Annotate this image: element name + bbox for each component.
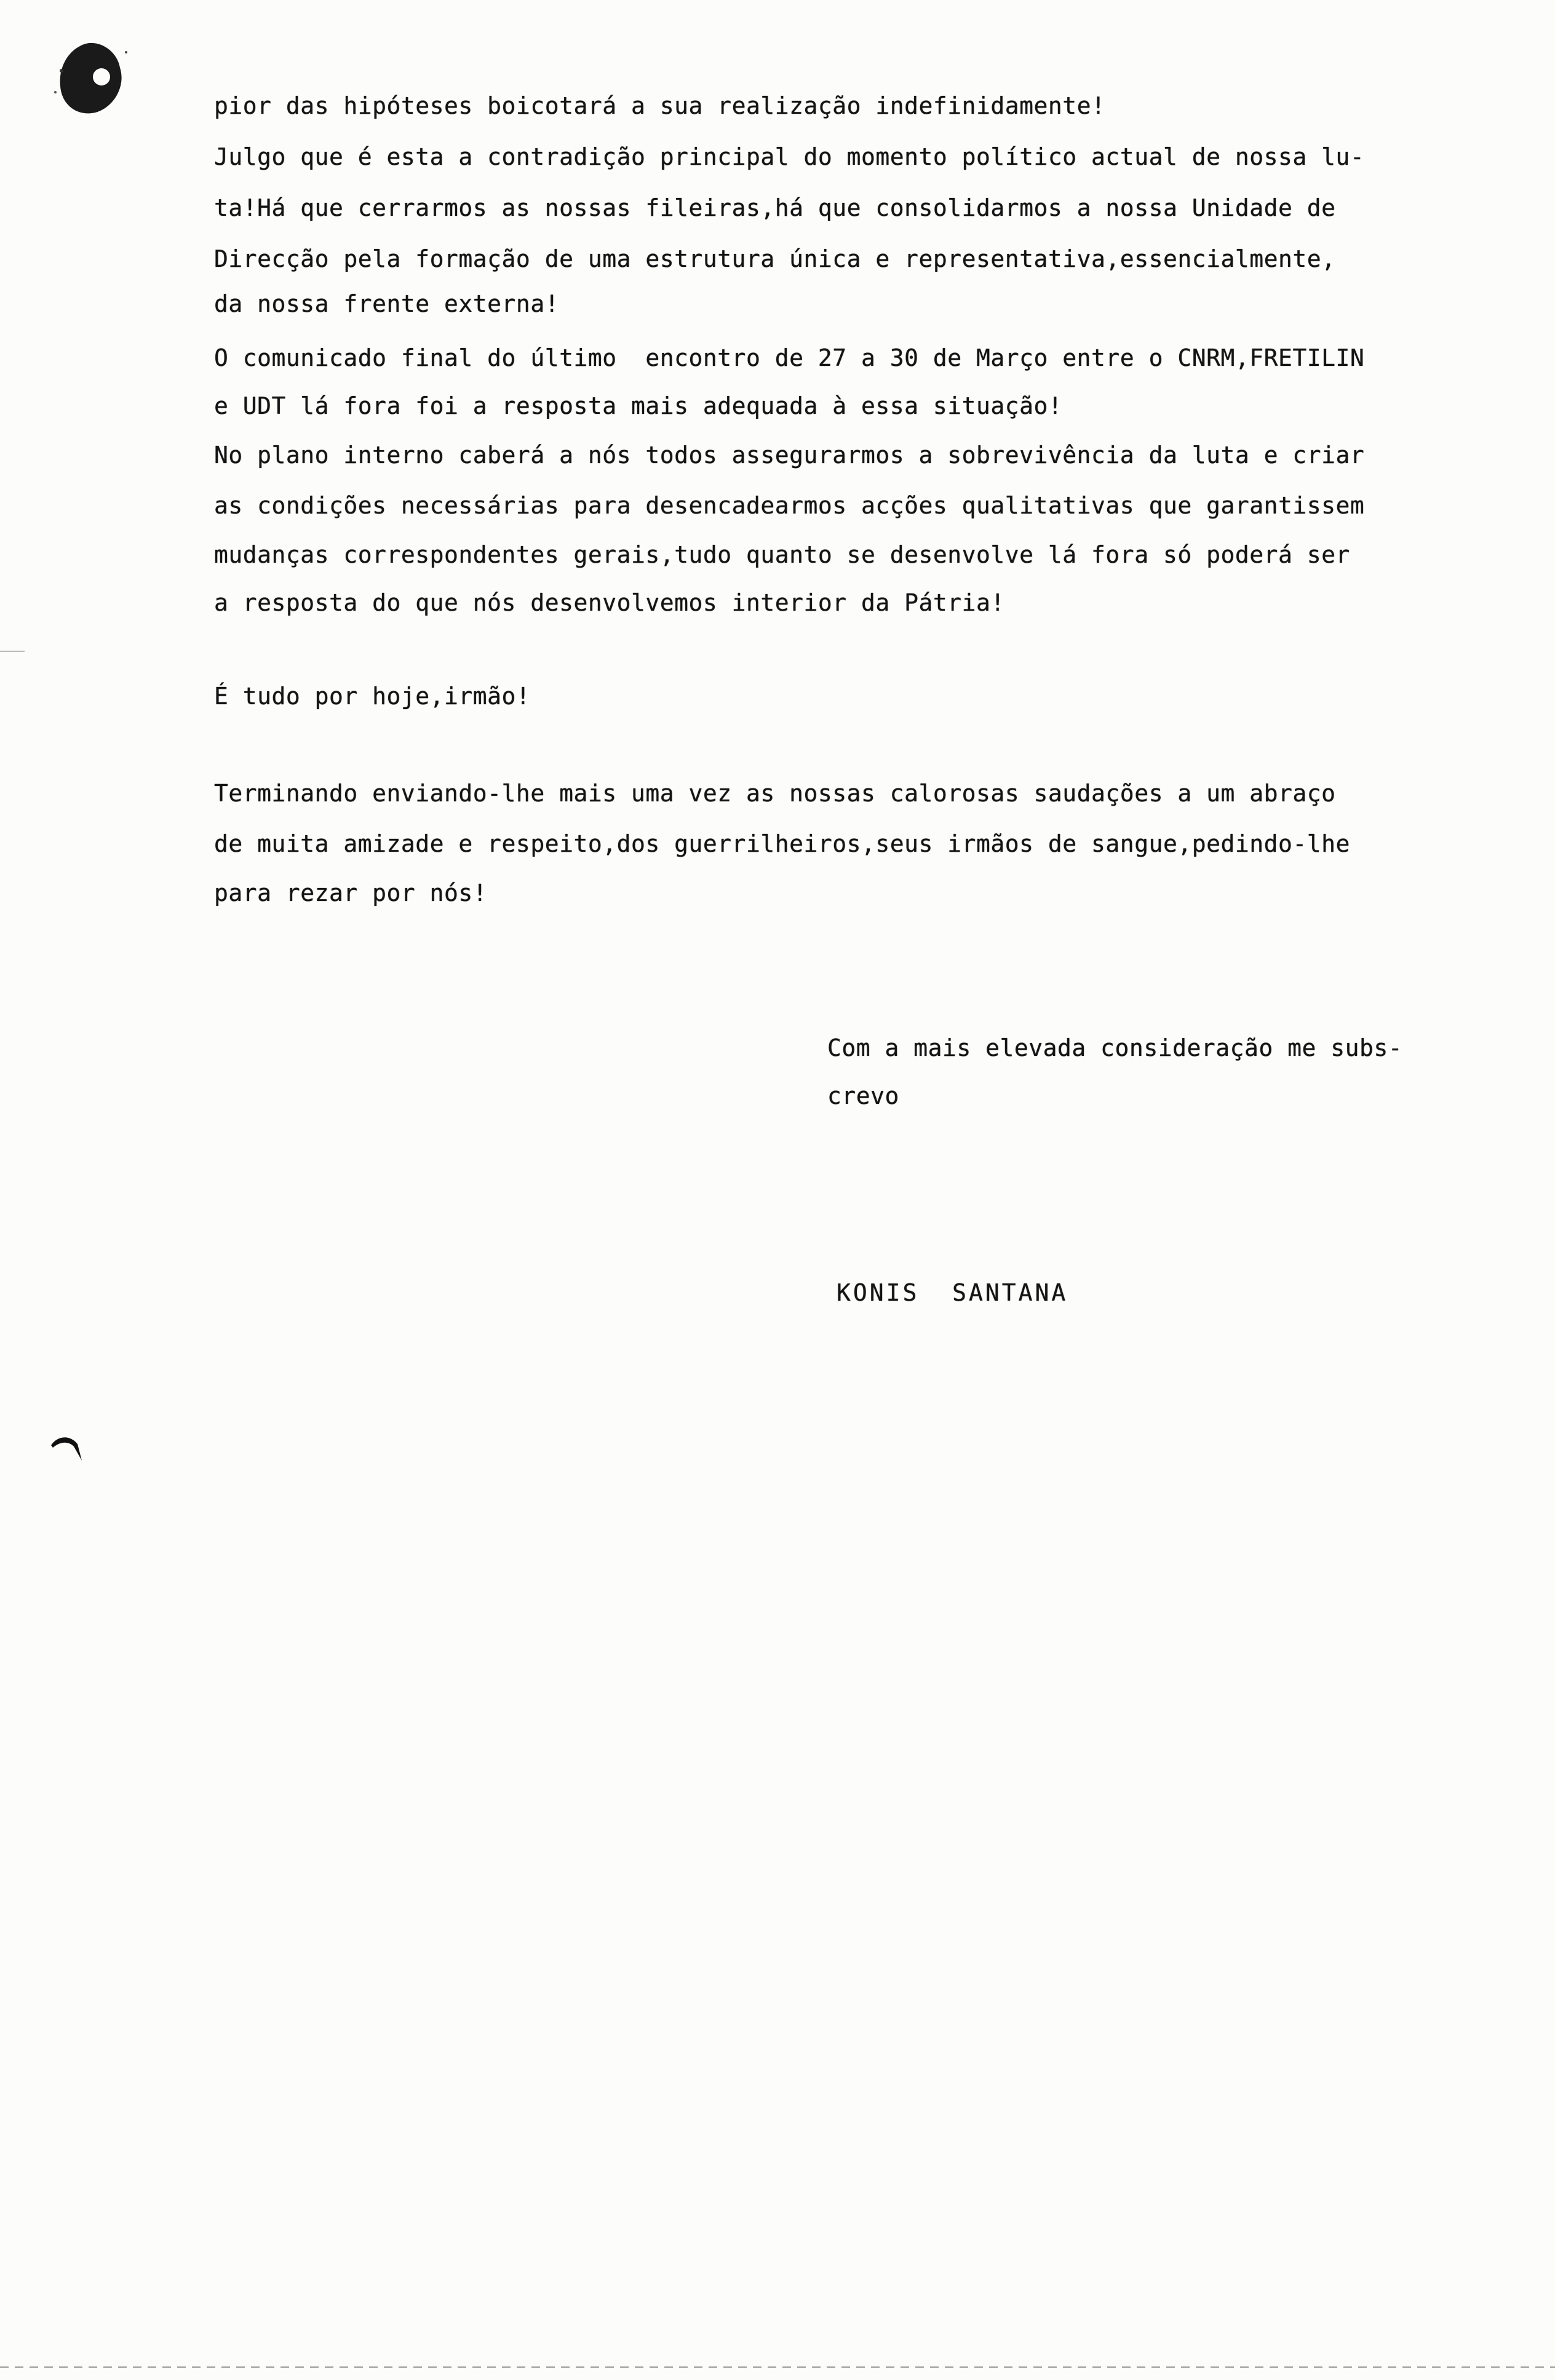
scan-edge-line: [0, 651, 25, 652]
ink-blot-mark: [43, 34, 135, 126]
body-line: O comunicado final do último encontro de 27 a 30 de Março entre o CNRM,FRETILIN: [214, 344, 1365, 371]
short-remark-line: É tudo por hoje,irmão!: [214, 683, 531, 710]
body-line: Julgo que é esta a contradição principal do momento político actual de nossa lu-: [214, 143, 1365, 170]
scan-bottom-edge: [0, 2366, 1555, 2368]
body-line: as condições necessárias para desencadearmos acções qualitativas que garantissem: [214, 492, 1365, 519]
farewell-line: de muita amizade e respeito,dos guerrilheiros,seus irmãos de sangue,pedindo-lhe: [214, 830, 1350, 857]
closing-line: crevo: [827, 1082, 899, 1109]
body-line: ta!Há que cerrarmos as nossas fileiras,há que consolidarmos a nossa Unidade de: [214, 194, 1336, 221]
farewell-line: Terminando enviando-lhe mais uma vez as nossas calorosas saudações a um abraço: [214, 780, 1336, 807]
hole-punch-mark: [48, 1427, 85, 1464]
closing-line: Com a mais elevada consideração me subs-: [827, 1034, 1403, 1061]
body-line: mudanças correspondentes gerais,tudo quanto se desenvolve lá fora só poderá ser: [214, 541, 1350, 568]
farewell-line: para rezar por nós!: [214, 879, 488, 906]
body-line: a resposta do que nós desenvolvemos interior da Pátria!: [214, 589, 1005, 616]
body-line: Direcção pela formação de uma estrutura única e representativa,essencialmente,: [214, 245, 1336, 272]
body-line: e UDT lá fora foi a resposta mais adequada à essa situação!: [214, 392, 1063, 419]
body-line: pior das hipóteses boicotará a sua realização indefinidamente!: [214, 92, 1106, 119]
body-line: No plano interno caberá a nós todos assegurarmos a sobrevivência da luta e criar: [214, 442, 1365, 469]
signature-name: KONIS SANTANA: [837, 1279, 1068, 1306]
body-line: da nossa frente externa!: [214, 290, 560, 317]
